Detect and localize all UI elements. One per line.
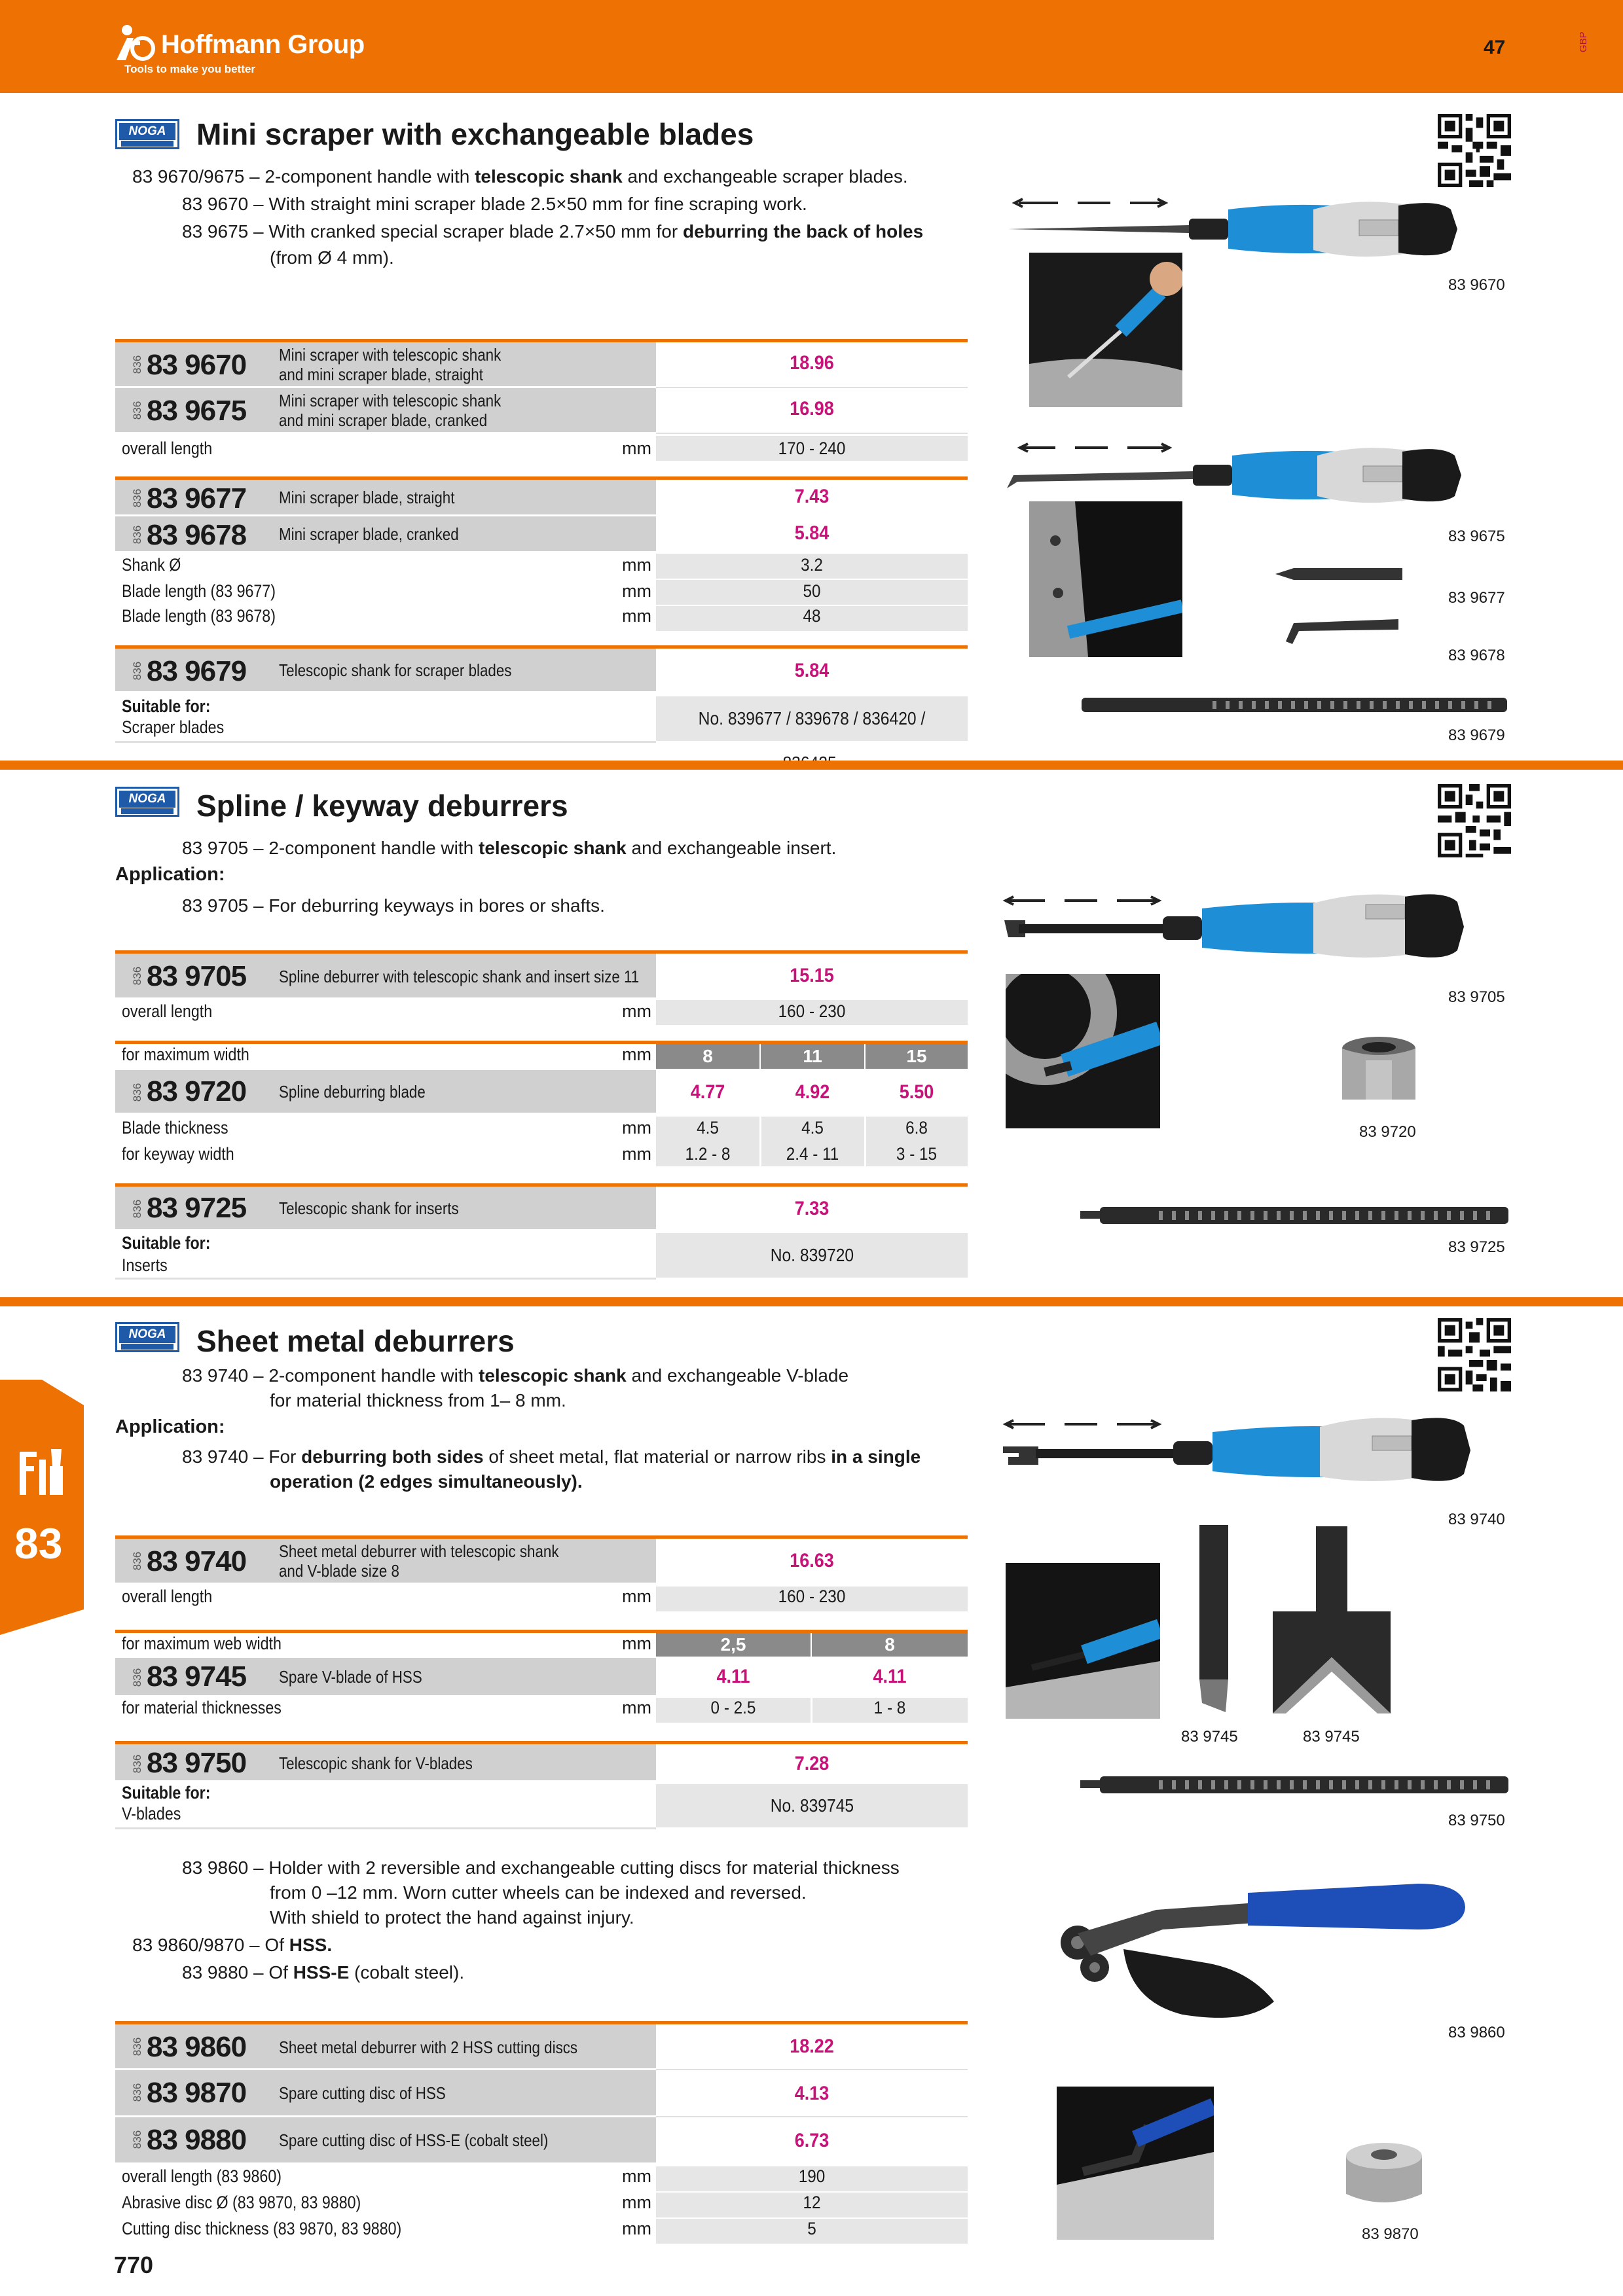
spec-value: 4.5 — [697, 1118, 719, 1138]
price: 4.11 — [873, 1666, 907, 1687]
article-description-box: Telescopic shank for inserts — [275, 1187, 656, 1231]
article-number-box[interactable]: 836 83 9720 — [115, 1070, 275, 1115]
spec-value: 170 - 240 — [778, 439, 846, 458]
page-number: 47 — [1484, 37, 1506, 58]
noga-brand-logo: NOGA — [115, 1322, 179, 1352]
article-number: 83 9870 — [147, 2077, 247, 2109]
article-number-box[interactable]: 836 83 9740 — [115, 1539, 275, 1585]
application-label: Application: — [115, 1416, 225, 1437]
description-line: 83 9860/9870 – Of HSS. — [132, 1935, 333, 1955]
v-blade-front-image — [1273, 1526, 1391, 1713]
spec-value: 3 - 15 — [896, 1144, 938, 1164]
article-description-box: Spline deburring blade — [275, 1070, 656, 1115]
image-caption: 83 9675 — [1448, 528, 1505, 545]
price: 16.98 — [790, 398, 834, 420]
article-number-box[interactable]: 836 83 9725 — [115, 1187, 275, 1231]
image-caption: 83 9740 — [1448, 1511, 1505, 1528]
mini-scraper-cranked-usage-photo — [1029, 501, 1182, 657]
article-number: 83 9677 — [147, 482, 247, 514]
price: 18.22 — [790, 2036, 834, 2057]
article-description-box: Telescopic shank for V-blades — [275, 1744, 656, 1782]
image-caption: 83 9870 — [1362, 2225, 1419, 2243]
image-caption: 83 9720 — [1359, 1123, 1416, 1141]
spline-deburring-blade-image — [1340, 1034, 1418, 1106]
description-line: 83 9880 – Of HSS-E (cobalt steel). — [182, 1962, 465, 1982]
spec-value: 6.8 — [905, 1118, 928, 1138]
image-caption: 83 9678 — [1448, 647, 1505, 664]
article-description-box: Spare V-blade of HSS — [275, 1658, 656, 1697]
description-line: (from Ø 4 mm). — [270, 247, 394, 268]
description-line: 83 9675 – With cranked special scraper blade 2.7×50 mm for deburring the back of holes — [182, 221, 924, 242]
article-number: 83 9679 — [147, 655, 247, 687]
section-title: Spline / keyway deburrers — [196, 789, 568, 823]
qr-code-icon[interactable] — [1438, 114, 1511, 187]
article-description-box: Mini scraper blade, cranked — [275, 516, 656, 553]
article-description-box: Mini scraper blade, straight — [275, 480, 656, 516]
suitable-for-label: Suitable for: — [122, 1783, 211, 1803]
brand-name: Hoffmann Group — [161, 30, 365, 59]
size-header: 8 — [656, 1044, 759, 1069]
suitable-for-item: V-blades — [122, 1804, 181, 1823]
price: 7.33 — [794, 1198, 830, 1219]
section-title: Mini scraper with exchangeable blades — [196, 117, 754, 151]
spec-label: for keyway width — [122, 1144, 234, 1164]
description-line: With shield to protect the hand against injury. — [270, 1907, 634, 1928]
spec-value: 1.2 - 8 — [685, 1144, 731, 1164]
chapter-tab[interactable] — [0, 1380, 84, 1635]
article-number: 83 9880 — [147, 2124, 247, 2156]
spec-label: overall length — [122, 1001, 213, 1021]
description-line: operation (2 edges simultaneously). — [270, 1471, 583, 1492]
scraper-blade-cranked-image — [1283, 615, 1401, 645]
article-number: 83 9745 — [147, 1660, 247, 1693]
article-number-box[interactable]: 836 83 9670 — [115, 342, 275, 388]
spec-value: 160 - 230 — [778, 1001, 846, 1021]
article-number-box[interactable]: 836 83 9870 — [115, 2070, 275, 2117]
spec-label: Blade thickness — [122, 1118, 228, 1138]
article-description-box: Sheet metal deburrer with 2 HSS cutting discs — [275, 2024, 656, 2070]
spec-label: Shank Ø — [122, 555, 181, 575]
section-divider — [0, 1297, 1623, 1306]
article-number-box[interactable]: 836 83 9675 — [115, 388, 275, 434]
application-label: Application: — [115, 864, 225, 885]
price: 4.11 — [716, 1666, 750, 1687]
chapter-number: 83 — [14, 1519, 63, 1568]
scraper-blade-straight-image — [1274, 564, 1405, 584]
article-description-box: Mini scraper with telescopic shank and mini scraper blade, straight — [275, 342, 656, 388]
article-number-box[interactable]: 836 83 9860 — [115, 2024, 275, 2070]
suitable-for-value: No. 839745 — [656, 1784, 968, 1827]
spec-unit: mm — [622, 439, 651, 458]
article-description-box: Spare cutting disc of HSS — [275, 2070, 656, 2117]
spec-label: Cutting disc thickness (83 9870, 83 9880) — [122, 2219, 402, 2238]
telescopic-shank-v-blades-image — [1080, 1771, 1508, 1797]
image-caption: 83 9750 — [1448, 1812, 1505, 1829]
spec-label: Blade length (83 9678) — [122, 606, 276, 626]
image-caption: 83 9679 — [1448, 726, 1505, 744]
brand-tagline: Tools to make you better — [124, 63, 255, 75]
image-caption: 83 9745 — [1181, 1728, 1238, 1746]
image-caption: 83 9677 — [1448, 589, 1505, 607]
spec-value: 50 — [803, 581, 821, 601]
spec-value: 2.4 - 11 — [786, 1144, 839, 1164]
article-number: 83 9860 — [147, 2031, 247, 2063]
price: 18.96 — [790, 352, 834, 374]
article-number-box[interactable]: 836 83 9679 — [115, 649, 275, 693]
article-description-box: Telescopic shank for scraper blades — [275, 649, 656, 693]
price: 7.28 — [794, 1753, 830, 1774]
article-number: 83 9670 — [147, 349, 247, 381]
v-blade-side-image — [1197, 1525, 1231, 1712]
price: 4.92 — [795, 1081, 830, 1103]
size-header: 11 — [761, 1044, 864, 1069]
size-header: 8 — [812, 1633, 968, 1657]
article-number-box[interactable]: 836 83 9677 — [115, 480, 275, 516]
article-description-box: Mini scraper with telescopic shank and mini scraper blade, cranked — [275, 388, 656, 434]
price: 5.50 — [899, 1081, 934, 1103]
description-line: 83 9705 – For deburring keyways in bores or shafts. — [182, 895, 605, 916]
spec-value: 48 — [803, 606, 821, 626]
article-description-box: Sheet metal deburrer with telescopic shank and V-blade size 8 — [275, 1539, 656, 1585]
image-caption: 83 9745 — [1303, 1728, 1360, 1746]
hoffmann-logo-icon — [114, 24, 156, 62]
spec-label: Blade length (83 9677) — [122, 581, 276, 601]
article-number: 83 9705 — [147, 960, 247, 992]
deburring-tool-icon — [17, 1446, 65, 1498]
country-code: GBP — [1578, 31, 1589, 52]
sheet-metal-deburrer-holder-image — [1051, 1871, 1470, 2028]
description-line: 83 9705 – 2-component handle with telescopic shank and exchangeable insert. — [182, 838, 837, 858]
article-number-box[interactable]: 836 83 9750 — [115, 1744, 275, 1782]
spline-deburrer-image — [999, 885, 1510, 970]
spec-value: 190 — [798, 2166, 826, 2186]
section-title: Sheet metal deburrers — [196, 1324, 515, 1358]
description-line: for material thickness from 1– 8 mm. — [270, 1390, 566, 1410]
image-caption: 83 9860 — [1448, 2024, 1505, 2041]
image-caption: 83 9670 — [1448, 276, 1505, 294]
price: 7.43 — [794, 486, 830, 507]
spline-deburrer-usage-photo — [1006, 974, 1160, 1128]
qr-code-icon[interactable] — [1438, 784, 1511, 857]
size-header: 15 — [866, 1044, 968, 1069]
article-number-box[interactable]: 836 83 9745 — [115, 1658, 275, 1697]
price: 15.15 — [790, 965, 834, 986]
spec-label: overall length — [122, 439, 213, 458]
suitable-for-item: Inserts — [122, 1255, 168, 1275]
telescopic-shank-image — [1082, 691, 1507, 717]
spec-label: overall length (83 9860) — [122, 2166, 282, 2186]
article-number: 83 9725 — [147, 1192, 247, 1224]
article-number-box[interactable]: 836 83 9880 — [115, 2117, 275, 2164]
article-description-box: Spare cutting disc of HSS-E (cobalt steel) — [275, 2117, 656, 2164]
spec-value: 12 — [803, 2193, 821, 2212]
sheet-metal-deburrer-image — [999, 1406, 1510, 1491]
article-number-box[interactable]: 836 83 9678 — [115, 516, 275, 553]
suitable-for-value: No. 839677 / 839678 / 836420 / — [656, 696, 968, 741]
price: 16.63 — [790, 1550, 834, 1571]
spec-label: for maximum web width — [122, 1634, 282, 1653]
mini-scraper-usage-photo — [1029, 253, 1182, 407]
price: 4.77 — [690, 1081, 725, 1103]
image-caption: 83 9725 — [1448, 1238, 1505, 1256]
suitable-for-value: No. 839720 — [656, 1233, 968, 1278]
spec-value: 3.2 — [801, 555, 823, 575]
spec-label: for maximum width — [122, 1045, 249, 1064]
description-line: 83 9670 – With straight mini scraper blade 2.5×50 mm for fine scraping work. — [182, 194, 807, 214]
spare-cutting-disc-image — [1345, 2139, 1423, 2208]
article-number: 83 9750 — [147, 1747, 247, 1779]
article-number: 83 9675 — [147, 395, 247, 427]
article-description-box: Spline deburrer with telescopic shank and insert size 11 — [275, 954, 656, 999]
spec-label: overall length — [122, 1587, 213, 1606]
description-line: 83 9860 – Holder with 2 reversible and exchangeable cutting discs for material thickness — [182, 1857, 900, 1878]
spec-label: Abrasive disc Ø (83 9870, 83 9880) — [122, 2193, 361, 2212]
description-line: 83 9670/9675 – 2-component handle with telescopic shank and exchangeable scraper blades. — [132, 166, 908, 187]
article-number: 83 9678 — [147, 519, 247, 551]
spec-value: 4.5 — [801, 1118, 824, 1138]
description-line: 83 9740 – 2-component handle with telescopic shank and exchangeable V-blade — [182, 1365, 849, 1386]
price: 5.84 — [794, 522, 830, 544]
price: 5.84 — [794, 660, 830, 681]
suitable-for-item: Scraper blades — [122, 717, 225, 737]
section-divider — [0, 761, 1623, 770]
article-number-box[interactable]: 836 83 9705 — [115, 954, 275, 999]
noga-brand-logo: NOGA — [115, 119, 179, 149]
article-number: 83 9720 — [147, 1075, 247, 1107]
price: 4.13 — [794, 2083, 830, 2104]
description-line: 83 9740 – For deburring both sides of sheet metal, flat material or narrow ribs in a single — [182, 1446, 921, 1467]
telescopic-shank-inserts-image — [1080, 1202, 1508, 1228]
description-line: from 0 –12 mm. Worn cutter wheels can be indexed and reversed. — [270, 1882, 807, 1903]
sheet-metal-deburrer-holder-usage-photo — [1057, 2087, 1214, 2240]
spec-value: 160 - 230 — [778, 1587, 846, 1606]
article-number: 83 9740 — [147, 1545, 247, 1577]
spec-value: 0 - 2.5 — [710, 1698, 756, 1717]
suitable-for-label: Suitable for: — [122, 696, 211, 716]
noga-brand-logo: NOGA — [115, 787, 179, 817]
sheet-metal-deburrer-usage-photo — [1006, 1563, 1160, 1719]
page-header — [0, 0, 1623, 93]
size-header: 2,5 — [656, 1633, 811, 1657]
spec-label: for material thicknesses — [122, 1698, 282, 1717]
footer-page-number: 770 — [114, 2251, 154, 2278]
spec-value: 1 - 8 — [873, 1698, 906, 1717]
suitable-for-label: Suitable for: — [122, 1233, 211, 1253]
spec-value: 5 — [807, 2219, 816, 2238]
price: 6.73 — [794, 2130, 830, 2151]
image-caption: 83 9705 — [1448, 988, 1505, 1006]
qr-code-icon[interactable] — [1438, 1318, 1511, 1391]
